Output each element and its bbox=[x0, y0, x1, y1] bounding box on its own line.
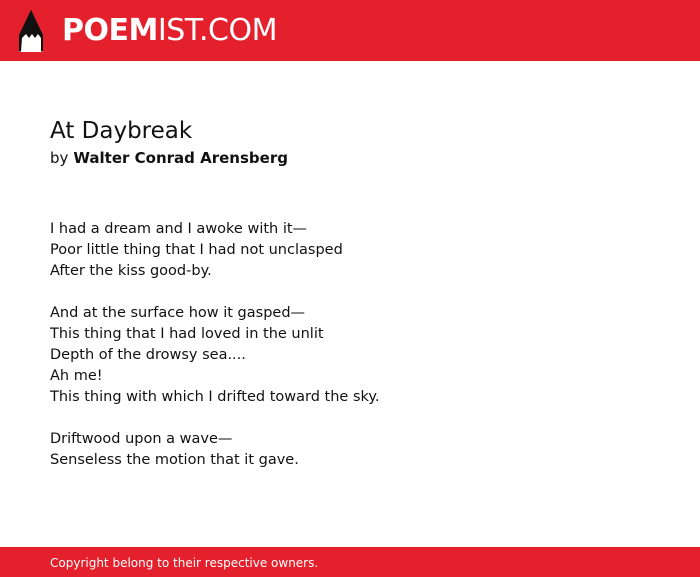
stanza-break bbox=[50, 282, 650, 303]
poem-line: Ah me! bbox=[50, 368, 103, 384]
poem-content bbox=[50, 116, 650, 471]
copyright-text: Copyright belong to their respective owners. bbox=[50, 556, 319, 570]
poem-line: After the kiss good-by. bbox=[50, 263, 212, 279]
poem-line: Depth of the drowsy sea.... bbox=[50, 347, 246, 363]
poem-line: This thing with which I drifted toward the sky. bbox=[50, 389, 380, 405]
poem-line: I had a dream and I awoke with it— bbox=[50, 221, 308, 237]
poem-body bbox=[50, 219, 650, 471]
site-footer bbox=[0, 547, 700, 577]
logo-text-light: IST.COM bbox=[157, 13, 277, 48]
poem-line: Senseless the motion that it gave. bbox=[50, 452, 299, 468]
poem-byline bbox=[50, 147, 650, 169]
logo-text-bold: POEM bbox=[62, 13, 158, 48]
poem-title: At Daybreak bbox=[50, 118, 193, 144]
poem-line: Poor little thing that I had not unclasped bbox=[50, 242, 343, 258]
poem-line: This thing that I had loved in the unlit bbox=[50, 326, 324, 342]
logo-text bbox=[62, 14, 277, 48]
poem-author[interactable]: Walter Conrad Arensberg bbox=[73, 149, 288, 167]
byline-prefix: by bbox=[50, 149, 69, 167]
poem-line: Driftwood upon a wave— bbox=[50, 431, 233, 447]
site-header bbox=[0, 0, 700, 61]
stanza-break bbox=[50, 408, 650, 429]
pencil-icon bbox=[18, 10, 44, 52]
poem-line: And at the surface how it gasped— bbox=[50, 305, 306, 321]
